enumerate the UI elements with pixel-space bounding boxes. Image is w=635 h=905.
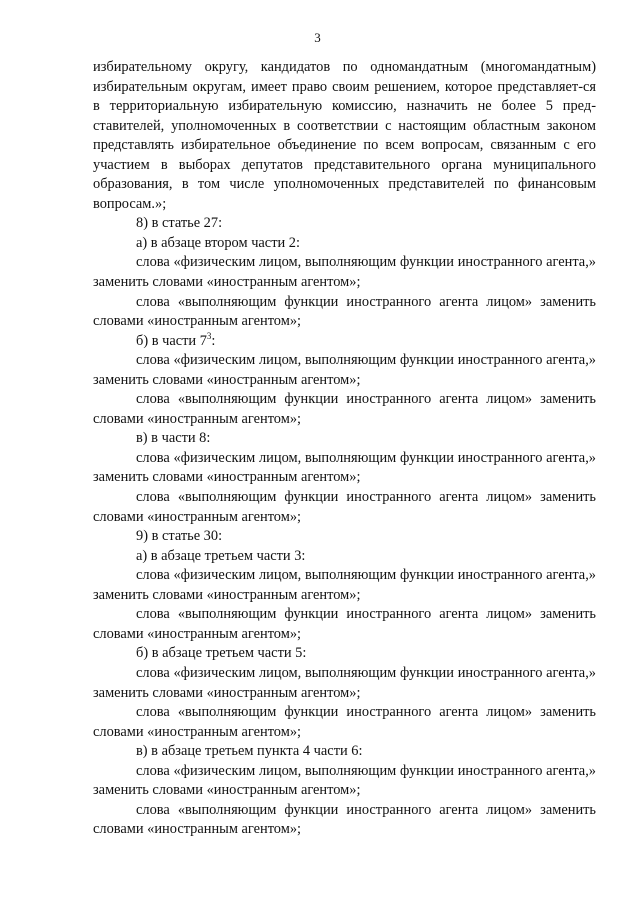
paragraph: [93, 547, 596, 567]
paragraph-text: избирательному округу, кандидатов по одномандатным (многомандатным) избирательным округам, имеет право своим решением, которое представляет-ся в территориальную избирательную комиссию, назначить не более 5 пред-ставителей, уполномоченных в соответствии с настоящим областным законом представлять избирательное объединение по всем вопросам, связанным с его участием в выборах депутатов представительного органа муниципального образования, в том числе уполномоченных представителей по финансовым вопросам.»;: [93, 59, 596, 212]
paragraph-text: а) в абзаце втором части 2:: [136, 234, 300, 251]
paragraph: [93, 449, 596, 488]
paragraph: [93, 664, 596, 703]
paragraph: [93, 58, 596, 214]
paragraph: [93, 742, 596, 762]
paragraph-text: слова «физическим лицом, выполняющим функции иностранного агента,» заменить словами «иностранным агентом»;: [93, 449, 596, 486]
paragraph-text: в) в части 8:: [136, 430, 211, 447]
paragraph-suffix: :: [211, 332, 216, 349]
paragraph-text: б) в части 7: [136, 332, 207, 349]
paragraph: [93, 214, 596, 234]
paragraph: [93, 234, 596, 254]
paragraph-text: а) в абзаце третьем части 3:: [136, 547, 306, 564]
document-body: [93, 58, 596, 840]
paragraph-text: в) в абзаце третьем пункта 4 части 6:: [136, 743, 363, 760]
paragraph-text: слова «физическим лицом, выполняющим функции иностранного агента,» заменить словами «иностранным агентом»;: [93, 762, 596, 799]
paragraph: [93, 488, 596, 527]
paragraph-text: слова «выполняющим функции иностранного агента лицом» заменить словами «иностранным агентом»;: [93, 801, 596, 838]
paragraph: [93, 566, 596, 605]
superscript: 3: [206, 330, 212, 341]
paragraph: [93, 762, 596, 801]
paragraph: [93, 801, 596, 840]
paragraph-text: слова «выполняющим функции иностранного агента лицом» заменить словами «иностранным агентом»;: [93, 293, 596, 330]
paragraph-text: слова «физическим лицом, выполняющим функции иностранного агента,» заменить словами «иностранным агентом»;: [93, 254, 596, 291]
paragraph-text: слова «физическим лицом, выполняющим функции иностранного агента,» заменить словами «иностранным агентом»;: [93, 352, 596, 388]
page-number: 3: [314, 30, 321, 45]
paragraph: [93, 351, 596, 390]
paragraph-text: слова «физическим лицом, выполняющим функции иностранного агента,» заменить словами «иностранным агентом»;: [93, 664, 596, 701]
paragraph: [93, 390, 596, 429]
paragraph-text: 8) в статье 27:: [136, 215, 223, 232]
paragraph-text: слова «физическим лицом, выполняющим функции иностранного агента,» заменить словами «иностранным агентом»;: [93, 567, 596, 603]
paragraph: [93, 605, 596, 644]
paragraph-text: слова «выполняющим функции иностранного агента лицом» заменить словами «иностранным агентом»;: [93, 606, 596, 642]
paragraph: [93, 253, 596, 292]
paragraph-text: 9) в статье 30:: [136, 528, 223, 545]
paragraph: [93, 429, 596, 449]
paragraph-text: б) в абзаце третьем части 5:: [136, 645, 307, 662]
paragraph: [93, 293, 596, 332]
paragraph: [93, 644, 596, 664]
paragraph: [93, 703, 596, 742]
paragraph-text: слова «выполняющим функции иностранного агента лицом» заменить словами «иностранным агентом»;: [93, 391, 596, 427]
paragraph-text: слова «выполняющим функции иностранного агента лицом» заменить словами «иностранным агентом»;: [93, 704, 596, 740]
paragraph-text: слова «выполняющим функции иностранного агента лицом» заменить словами «иностранным агентом»;: [93, 489, 596, 525]
paragraph: [93, 527, 596, 547]
paragraph: [93, 332, 596, 352]
